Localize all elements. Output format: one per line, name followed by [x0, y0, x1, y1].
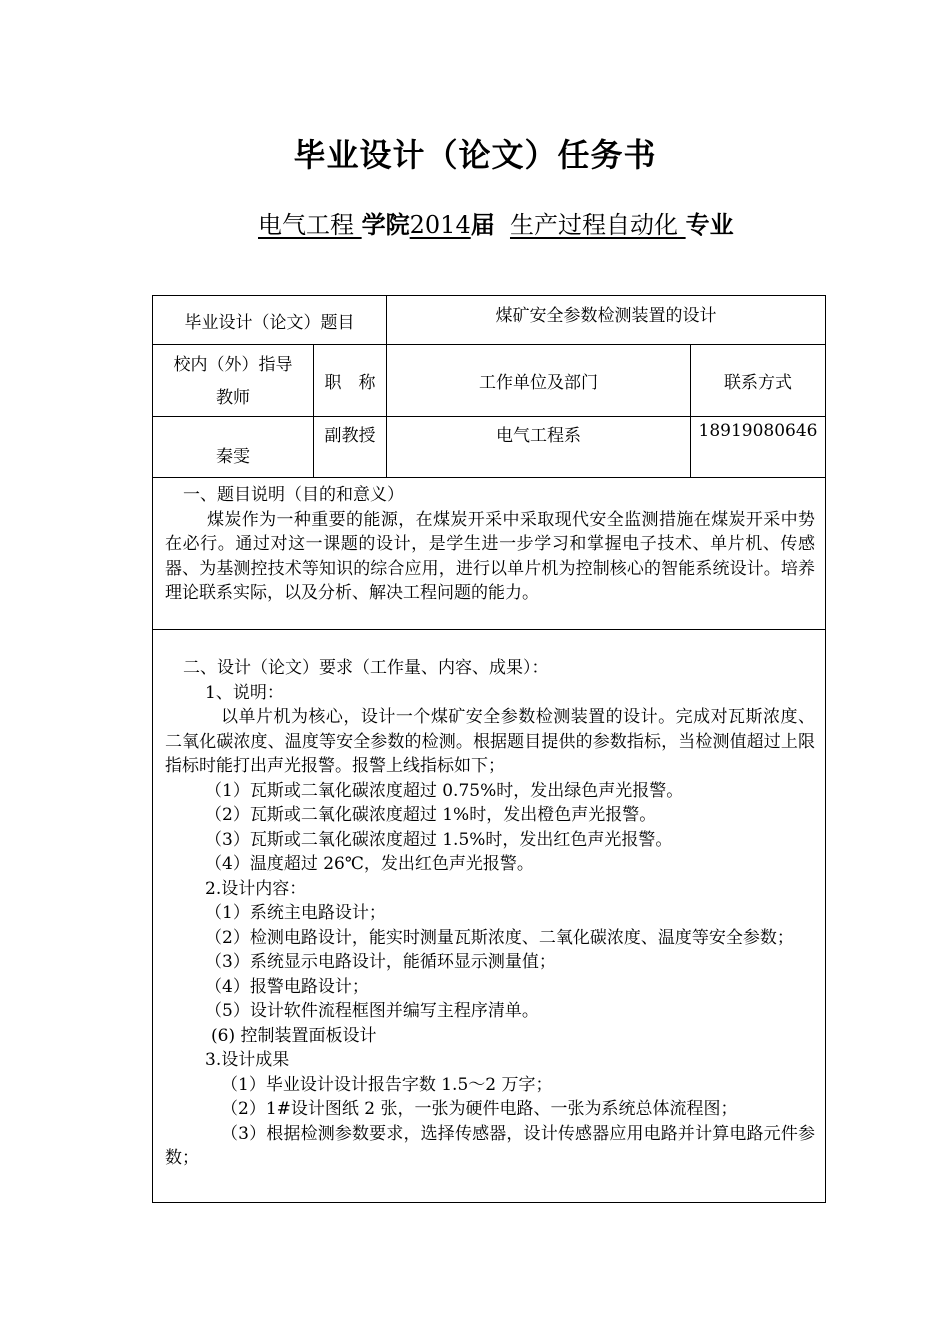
result-item: （3）根据检测参数要求，选择传感器，设计传感器应用电路并计算电路元件参数；: [165, 1123, 815, 1168]
year-suffix: 届: [470, 211, 495, 239]
advisor-position: 副教授: [314, 417, 387, 478]
section-requirements: [153, 630, 826, 1203]
document-title: 毕业设计（论文）任务书: [293, 136, 657, 174]
major-suffix: 专业: [685, 211, 734, 239]
content-item: （3）系统显示电路设计，能循环显示测量值；: [205, 952, 556, 972]
advisor-label: [153, 345, 314, 417]
alarm-item: （2）瓦斯或二氧化碳浓度超过 1%时，发出橙色声光报警。: [205, 805, 657, 825]
explain-body: 以单片机为核心，设计一个煤矿安全参数检测装置的设计。完成对瓦斯浓度、二氧化碳浓度、温度等安全参数的检测。根据题目提供的参数指标，当检测值超过上限指标时能打出声光报警。报警上线指标如下；: [165, 707, 815, 776]
explain-heading: 1、说明：: [205, 682, 284, 703]
content-item: （5）设计软件流程框图并编写主程序清单。: [205, 1001, 539, 1021]
task-table: [152, 295, 826, 1203]
purpose-heading: 一、题目说明（目的和意义）: [183, 485, 404, 505]
alarm-item: （4）温度超过 26℃，发出红色声光报警。: [205, 854, 534, 874]
requirements-heading: 二、设计（论文）要求（工作量、内容、成果）：: [183, 658, 549, 678]
purpose-body: 煤炭作为一种重要的能源，在煤炭开采中采取现代安全监测措施在煤炭开采中势在必行。通过对这一课题的设计，是学生进一步学习和掌握电子技术、单片机、传感器、为基测控技术等知识的综合应用，进行以单片机为控制核心的智能系统设计。培养理论联系实际，以及分析、解决工程问题的能力。: [165, 509, 815, 603]
subtitle-line: [258, 205, 734, 240]
result-heading: 3.设计成果: [205, 1050, 290, 1070]
result-item: （1）毕业设计设计报告字数 1.5～2 万字；: [221, 1074, 553, 1095]
college-suffix: 学院: [361, 211, 410, 239]
position-label: 职 称: [314, 345, 387, 417]
topic-value: 煤矿安全参数检测装置的设计: [387, 296, 826, 345]
advisor-contact: 18919080646: [691, 417, 826, 478]
result-item: （2）1#设计图纸 2 张，一张为硬件电路、一张为系统总体流程图；: [221, 1099, 738, 1119]
college-name: 电气工程: [258, 211, 354, 239]
unit-label: 工作单位及部门: [387, 345, 691, 417]
advisor-label-line1: 校内（外）指导: [173, 355, 293, 375]
section-purpose: [153, 478, 826, 630]
topic-label: 毕业设计（论文）题目: [153, 296, 387, 345]
alarm-item: （3）瓦斯或二氧化碳浓度超过 1.5%时，发出红色声光报警。: [205, 829, 673, 850]
major-name: 生产过程自动化: [509, 211, 678, 239]
alarm-item: （1）瓦斯或二氧化碳浓度超过 0.75%时，发出绿色声光报警。: [205, 780, 684, 801]
contact-label: 联系方式: [691, 345, 826, 417]
content-heading: 2.设计内容：: [205, 878, 307, 899]
graduation-year: 2014: [409, 211, 471, 239]
advisor-unit: 电气工程系: [387, 417, 691, 478]
content-item: （4）报警电路设计；: [205, 976, 369, 997]
advisor-name: 秦雯: [153, 417, 314, 478]
content-item: (6) 控制装置面板设计: [211, 1025, 377, 1046]
content-item: （2）检测电路设计，能实时测量瓦斯浓度、二氧化碳浓度、温度等安全参数；: [205, 927, 794, 948]
content-item: （1）系统主电路设计；: [205, 903, 386, 923]
advisor-label-line2: 教师: [216, 388, 250, 408]
